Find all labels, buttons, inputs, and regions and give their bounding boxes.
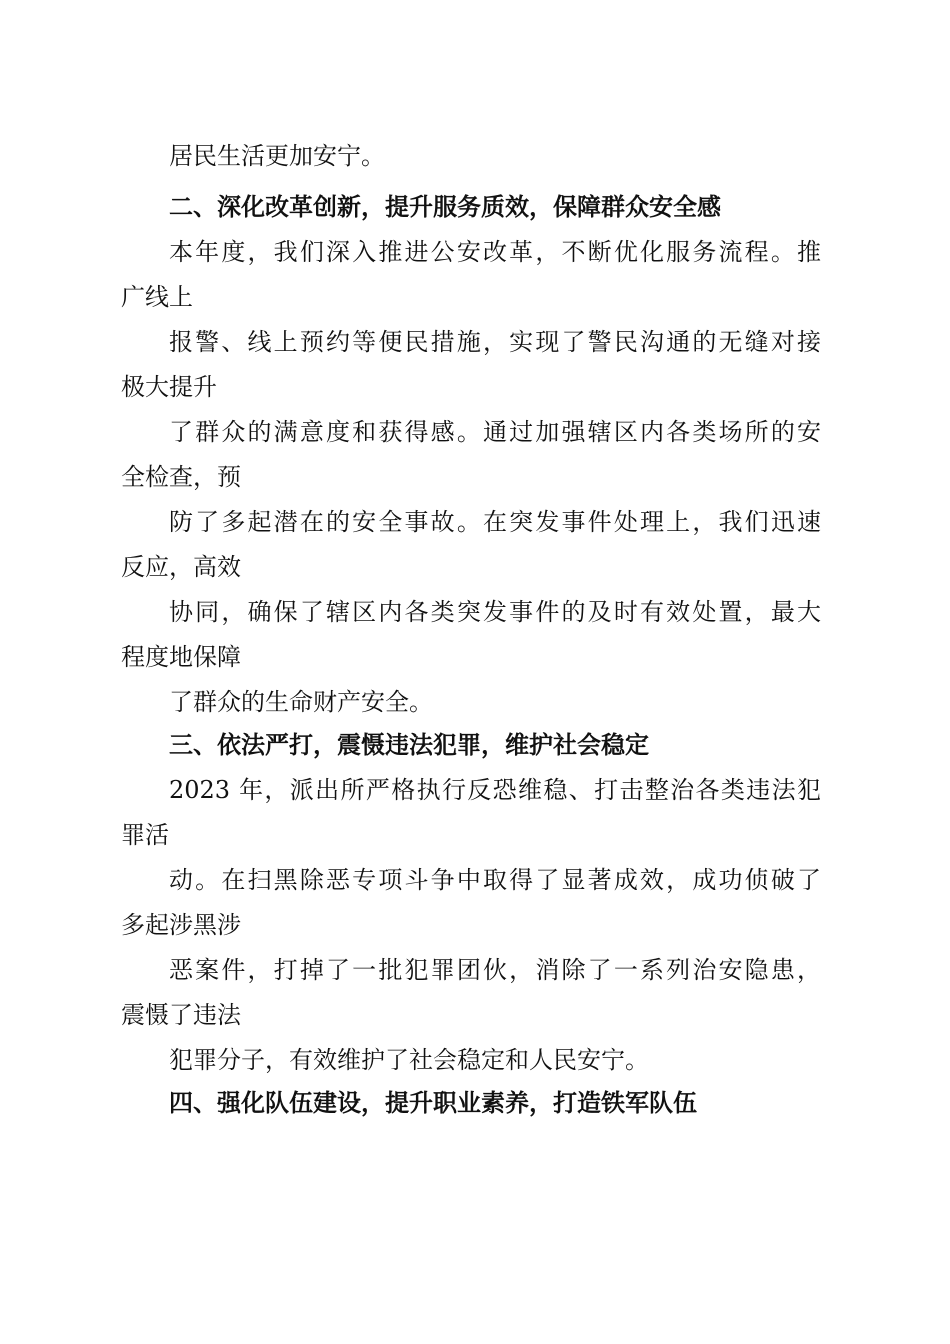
paragraph-line: 动。在扫黑除恶专项斗争中取得了显著成效，成功侦破了 [169,866,821,894]
paragraph-line: 程度地保障 [121,643,241,671]
paragraph-line: 多起涉黑涉 [121,911,241,939]
paragraph-line: 协同，确保了辖区内各类突发事件的及时有效处置，最大 [169,598,821,626]
paragraph-line: 本年度，我们深入推进公安改革，不断优化服务流程。推 [169,238,821,266]
paragraph-line: 居民生活更加安宁。 [169,142,385,170]
paragraph-line: 广线上 [121,283,193,311]
paragraph-line: 反应，高效 [121,553,241,581]
section-heading-3: 三、依法严打，震慑违法犯罪，维护社会稳定 [169,731,649,759]
paragraph-line: 恶案件，打掉了一批犯罪团伙，消除了一系列治安隐患， [169,956,821,984]
paragraph-line: 震慑了违法 [121,1001,241,1029]
paragraph-line: 犯罪分子，有效维护了社会稳定和人民安宁。 [169,1046,649,1074]
paragraph-line: 极大提升 [121,373,217,401]
paragraph-line: 防了多起潜在的安全事故。在突发事件处理上，我们迅速 [169,508,821,536]
paragraph-line: 2023 年，派出所严格执行反恐维稳、打击整治各类违法犯 [169,776,821,804]
section-heading-2: 二、深化改革创新，提升服务质效，保障群众安全感 [169,193,721,221]
paragraph-line: 全检查，预 [121,463,241,491]
paragraph-line: 了群众的满意度和获得感。通过加强辖区内各类场所的安 [169,418,821,446]
paragraph-line: 罪活 [121,821,169,849]
section-heading-4: 四、强化队伍建设，提升职业素养，打造铁军队伍 [169,1089,697,1117]
paragraph-line: 了群众的生命财产安全。 [169,688,433,716]
paragraph-line: 报警、线上预约等便民措施，实现了警民沟通的无缝对接 [169,328,821,356]
